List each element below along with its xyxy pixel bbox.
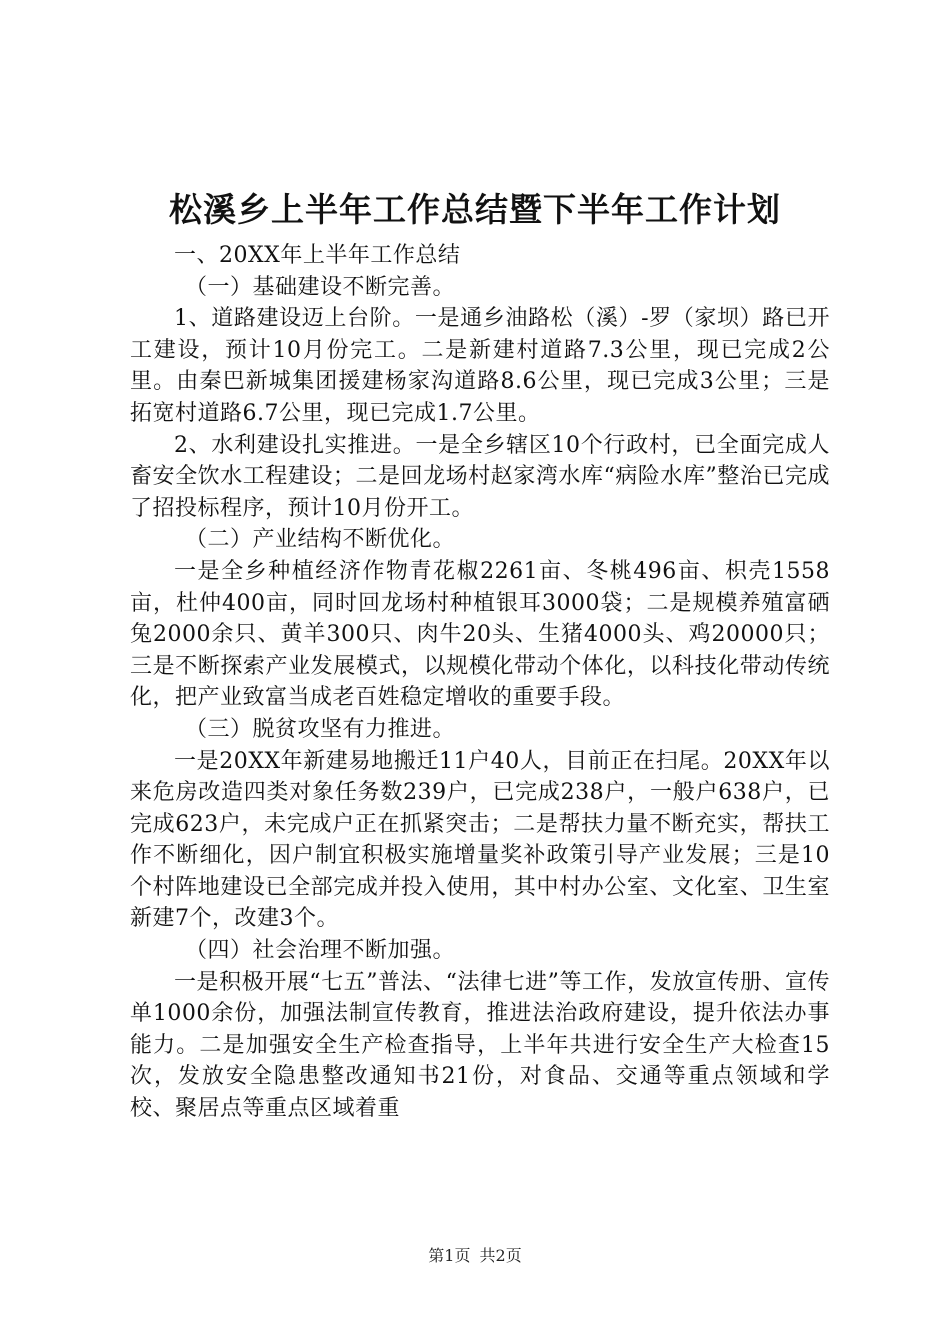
body-paragraph: 一是积极开展“七五”普法、“法律七进”等工作，发放宣传册、宣传单1000余份，加强法制宣传教育，推进法治政府建设，提升依法办事能力。二是加强安全生产检查指导，上半年共进行安全生产大检查15次，发放安全隐患整改通知书21份，对食品、交通等重点领域和学校、聚居点等重点区域着重 xyxy=(130,969,830,1122)
document-title: 松溪乡上半年工作总结暨下半年工作计划 xyxy=(169,190,781,229)
body-paragraph: 1、道路建设迈上台阶。一是通乡油路松（溪）-罗（家坝）路已开工建设，预计10月份完工。二是新建村道路7.3公里，现已完成2公里。由秦巴新城集团援建杨家沟道路8.6公里，现已完成3公里；三是拓宽村道路6.7公里，现已完成1.7公里。 xyxy=(130,306,830,426)
page-footer xyxy=(0,1244,950,1268)
subsection-heading: （四）社会治理不断加强。 xyxy=(185,938,456,964)
subsection-heading: （一）基础建设不断完善。 xyxy=(185,274,456,300)
body-paragraph: 一是20XX年新建易地搬迁11户40人，目前正在扫尾。20XX年以来危房改造四类对象任务数239户，已完成238户，一般户638户，已完成623户，未完成户正在抓紧突击；二是帮扶力量不断充实，帮扶工作不断细化，因户制宜积极实施增量奖补政策引导产业发展；三是10个村阵地建设已全部完成并投入使用，其中村办公室、文化室、卫生室新建7个，改建3个。 xyxy=(130,748,830,932)
subsection-heading: （三）脱贫攻坚有力推进。 xyxy=(185,716,456,742)
document-body xyxy=(130,240,830,1125)
page-total: 共2页 xyxy=(479,1246,522,1265)
page-number: 第1页 xyxy=(428,1246,471,1265)
subsection-heading: （二）产业结构不断优化。 xyxy=(185,527,456,553)
body-paragraph: 2、水利建设扎实推进。一是全乡辖区10个行政村，已全面完成人畜安全饮水工程建设；二是回龙场村赵家湾水库“病险水库”整治已完成了招投标程序，预计10月份开工。 xyxy=(130,432,830,521)
body-paragraph: 一是全乡种植经济作物青花椒2261亩、冬桃496亩、枳壳1558亩，杜仲400亩，同时回龙场村种植银耳3000袋；二是规模养殖富硒兔2000余只、黄羊300只、肉牛20头、生猪4000头、鸡20000只；三是不断探索产业发展模式，以规模化带动个体化，以科技化带动传统化，把产业致富当成老百姓稳定增收的重要手段。 xyxy=(130,558,830,711)
section-heading: 一、20XX年上半年工作总结 xyxy=(174,243,461,268)
